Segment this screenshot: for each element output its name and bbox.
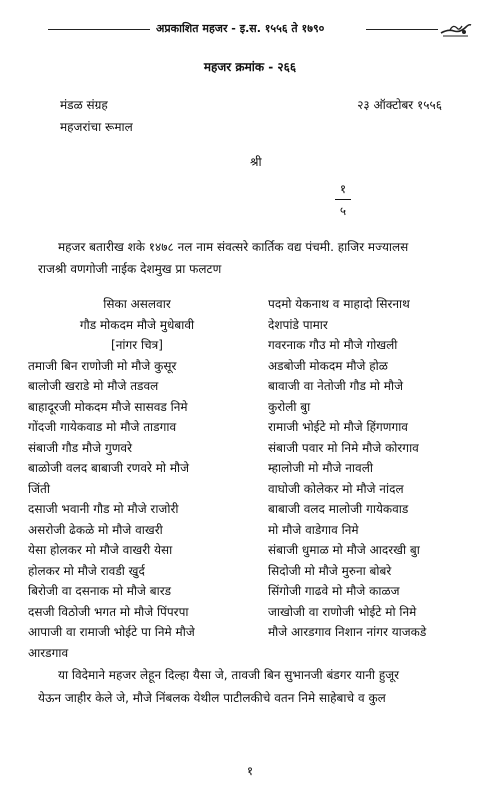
witness-line: मौजे आरडगाव निशान नांगर याजकडे [268,625,427,639]
witness-line: जाखोजी वा राणोजी भोईटे मो निमे [268,604,417,619]
witness-line: तमाजी बिन राणोजी मो मौजे कुसूर [28,358,177,373]
witness-column-right [268,294,478,643]
witness-line: येसा होलकर मो मौजे वाखरी येसा [28,543,173,557]
closing-line: येऊन जाहीर केले जे, मौजे निंबलक येथील पाटीलकीचे वतन निमे साहेबाचे व कुल [38,691,386,705]
witness-line: होलकर मो मौजे रावडी खुर्द [28,563,145,578]
collection-name: मंडळ संग्रह [60,98,108,112]
witness-line: पदमो येकनाथ व माहादो सिरनाथ [268,297,410,311]
witness-line: संबाजी धुमाळ मो मौजे आदरखी बुा [268,543,420,557]
witness-line: दसजी विठोजी भगत मो मौजे पिंपरपा [28,604,189,619]
witness-line: बावाजी वा नेतोजी गौड मो मौजे [268,379,403,393]
witness-line: आरडगाव [28,645,69,660]
intro-line: महजर बतारीख शके १४७८ नल नाम संवत्सरे कार्तिक वद्य पंचमी. हाजिर मज्यालस [58,240,409,254]
header-text: अप्रकाशित महजर - इ.स. १५५६ ते १७९० [156,22,325,35]
witness-line: गवरनाक गौउ मो मौजे गोखली [268,338,398,352]
closing-paragraph [38,664,468,710]
document-title: महजर क्रमांक - २६६ [203,60,297,74]
witness-line: सिंगोजी गाढवे मो मौजे काळज [268,584,400,598]
folio-fraction [335,180,351,219]
intro-paragraph [38,236,468,280]
witness-line: संबाजी पवार मो निमे मौजे कोरगाव [268,440,419,455]
witness-line: वाघोजी कोलेकर मो मौजे नांदल [268,481,404,496]
witness-line: देशपांडे पामार [268,317,328,332]
folio-numerator: १ [339,182,347,196]
witness-line: कुरोली बुा [268,399,311,414]
witness-line: सिका असलवार [103,297,171,311]
witness-line: अडबोजी मोकदम मौजे होळ [268,358,388,373]
witness-line: सिदोजी मो मौजे मुरुना बोबरे [268,563,392,578]
witness-line: बालोजी खराडे मो मौजे तडवल [28,379,159,393]
header-rule-right [366,29,438,30]
witness-line: बाळोजी वलद बाबाजी रणवरे मो मौजे [28,461,190,475]
witness-column-left [28,294,246,663]
witness-line: दसाजी भवानी गौड मो मौजे राजोरी [28,502,179,516]
running-header [48,18,468,40]
witness-line: बाहादूरजी मोकदम मौजे सासवड निमे [28,399,188,414]
fraction-bar [335,199,351,200]
closing-line: या विदेमाने महजर लेहून दिल्हा यैसा जे, तावजी बिन सुभानजी बंडगर यानी हुजूर [58,668,400,682]
witness-line: गौड मोकदम मौजे मुधेबावी [79,317,195,332]
witness-line: म्हालोजी मो मौजे नावली [268,461,373,475]
witness-line: मो मौजे वाडेगाव निमे [268,522,359,537]
witness-line: संबाजी गौड मौजे गुणवरे [28,440,133,455]
document-date: २३ ऑक्टोबर १५५६ [357,98,442,112]
folio-denominator: ५ [339,204,347,218]
invocation: श्री [250,155,262,169]
intro-line: राजश्री वणगोजी नाईक देशमुख प्रा फलटण [38,262,222,276]
page-number: १ [246,764,254,778]
collection-bundle: महजरांचा रूमाल [60,120,133,134]
witness-line: रामाजी भोईटे मो मौजे हिंगणगाव [268,420,408,434]
witness-line: [नांगर चित्र] [111,338,163,352]
witness-line: बिरोजी वा दसनाक मो मौजे बारड [28,584,172,598]
witness-line: असरोजी ढेकळे मो मौजे वाखरी [28,522,163,537]
header-ornament-icon [440,20,472,38]
header-rule-left [48,29,150,30]
witness-line: आपाजी वा रामाजी भोईटे पा निमे मौजे [28,625,195,639]
witness-line: बाबाजी वलद मालोजी गायेकवाड [268,502,409,516]
witness-line: जिंती [28,481,50,496]
witness-line: गोंदजी गायेकवाड मो मौजे ताडगाव [28,420,177,434]
